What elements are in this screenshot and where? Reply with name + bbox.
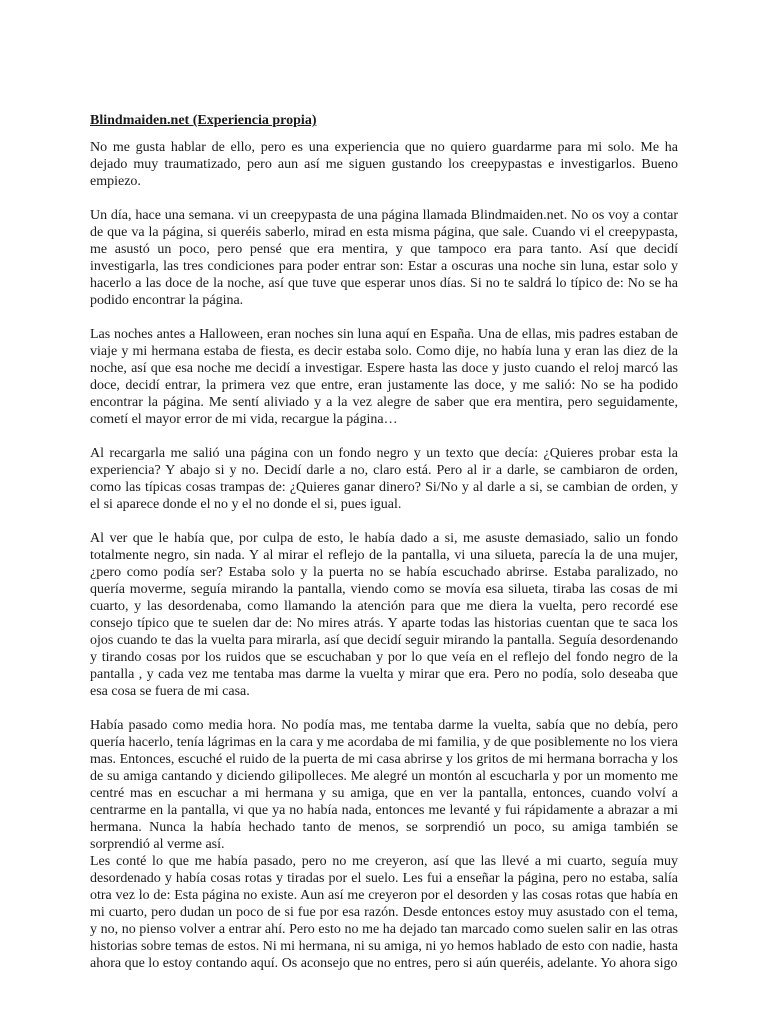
document-title: Blindmaiden.net (Experiencia propia): [90, 113, 317, 128]
paragraph-4: Al recargarla me salió una página con un fondo negro y un texto que decía: ¿Quieres probar esta la experiencia? Y abajo si y no. Decidí darle a no, claro está. Pero al ir a darle, se cambiaron de orden, como las típicas cosas trampas de: ¿Quieres ganar dinero? Si/No y al darle a si, se cambian de orden, y el si aparece donde el no y el no donde el si, pues igual.: [90, 446, 678, 512]
paragraph-6: Había pasado como media hora. No podía mas, me tentaba darme la vuelta, sabía que no debía, pero quería hacerlo, tenía lágrimas en la cara y me acordaba de mi familia, y de que posiblemente no los viera mas. Entonces, escuché el ruido de la puerta de mi casa abrirse y los gritos de mi hermana borracha y los de su amiga cantando y diciendo gilipolleces. Me alegré un montón al escucharla y por un momento me centré mas en escuchar a mi hermana y su amiga, que en ver la pantalla, entonces, cuando volví a centrarme en la pantalla, vi que ya no había nada, entonces me levanté y fui rápidamente a abrazar a mi hermana. Nunca la había hechado tanto de menos, se sorprendió un poco, su amiga también se sorprendió al verme así.: [90, 718, 678, 852]
paragraph-5: Al ver que le había que, por culpa de esto, le había dado a si, me asuste demasiado, salio un fondo totalmente negro, sin nada. Y al mirar el reflejo de la pantalla, vi una silueta, parecía la de una mujer, ¿pero como podía ser? Estaba solo y la puerta no se había escuchado abrirse. Estaba paralizado, no quería moverme, seguía mirando la pantalla, viendo como se movía esa silueta, tiraba las cosas de mi cuarto, y las desordenaba, como llamando la atención para que me diera la vuelta, pero recordé ese consejo típico que te suelen dar de: No mires atrás. Y aparte todas las historias cuentan que te saca los ojos cuando te das la vuelta para mirarla, así que decidí seguir mirando la pantalla. Seguía desordenando y tirando cosas por los ruidos que se escuchaban y por lo que veía en el reflejo del fondo negro de la pantalla , y cada vez me tentaba mas darme la vuelta y mirar que era. Pero no podía, solo deseaba que esa cosa se fuera de mi casa.: [90, 531, 678, 699]
document-body: [90, 112, 678, 972]
paragraph-3: Las noches antes a Halloween, eran noches sin luna aquí en España. Una de ellas, mis padres estaban de viaje y mi hermana estaba de fiesta, es decir estaba solo. Como dije, no había luna y eran las diez de la noche, así que esa noche me decidí a investigar. Espere hasta las doce y justo cuando el reloj marcó las doce, decidí entrar, la primera vez que entre, eran justamente las doce, y me salió: No se ha podido encontrar la página. Me sentí aliviado y a la vez alegre de saber que era mentira, pero seguidamente, cometí el mayor error de mi vida, recargue la página…: [90, 327, 678, 427]
paragraph-7: Les conté lo que me había pasado, pero no me creyeron, así que las llevé a mi cuarto, seguía muy desordenado y había cosas rotas y tiradas por el suelo. Les fui a enseñar la página, pero no estaba, salía otra vez lo de: Esta página no existe. Aun así me creyeron por el desorden y las cosas rotas que había en mi cuarto, pero dudan un poco de si fue por esa razón. Desde entonces estoy muy asustado con el tema, y no, no pienso volver a entrar ahí. Pero esto no me ha dejado tan marcado como suelen salir en las otras historias sobre temas de estos. Ni mi hermana, ni su amiga, ni yo hemos hablado de esto con nadie, hasta ahora que lo estoy contando aquí. Os aconsejo que no entres, pero si aún queréis, adelante. Yo ahora sigo: [90, 854, 678, 971]
paragraph-1: No me gusta hablar de ello, pero es una experiencia que no quiero guardarme para mi solo. Me ha dejado muy traumatizado, pero aun así me siguen gustando los creepypastas e investigarlos. Bueno empiezo.: [90, 140, 678, 189]
paragraph-2: Un día, hace una semana. vi un creepypasta de una página llamada Blindmaiden.net. No os voy a contar de que va la página, si queréis saberlo, mirad en esta misma página, que sale. Cuando vi el creepypasta, me asustó un poco, pero pensé que era mentira, y que tampoco era para tanto. Así que decidí investigarla, las tres condiciones para poder entrar son: Estar a oscuras una noche sin luna, estar solo y hacerlo a las doce de la noche, así que tuve que esperar unos días. Si no te saldrá lo típico de: No se ha podido encontrar la página.: [90, 208, 678, 308]
